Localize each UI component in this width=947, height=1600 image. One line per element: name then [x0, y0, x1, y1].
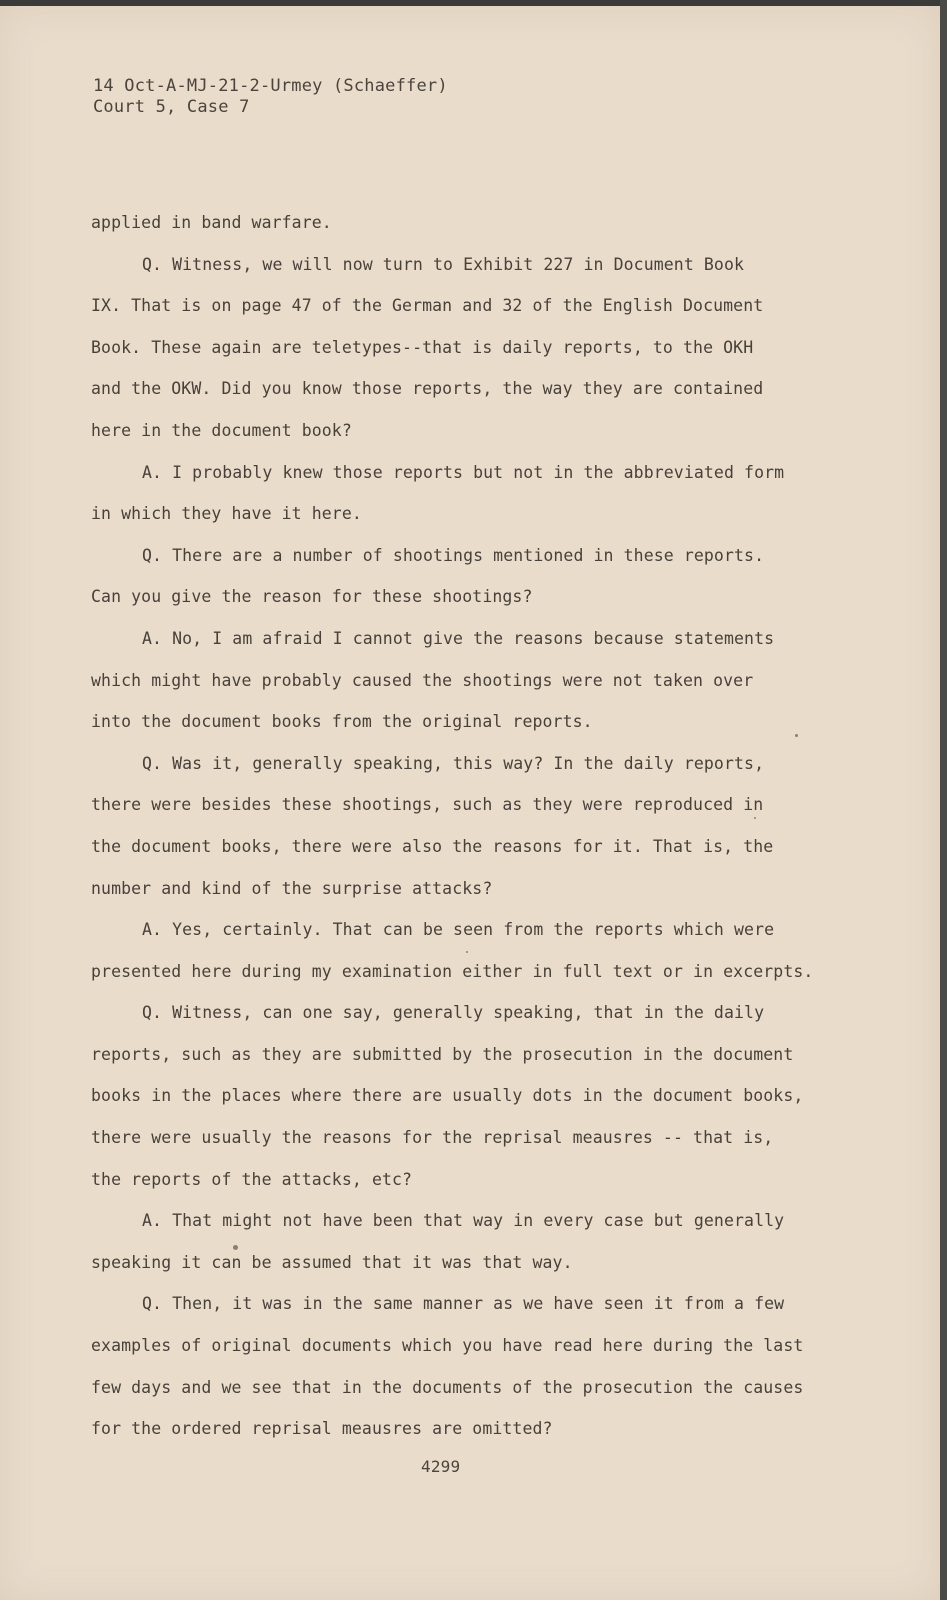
transcript-line: books in the places where there are usually dots in the document books, — [91, 1086, 804, 1106]
transcript-line: the reports of the attacks, etc? — [91, 1169, 413, 1189]
transcript-line: Q. Witness, we will now turn to Exhibit 227 in Document Book — [142, 254, 745, 274]
transcript-line: examples of original documents which you have read here during the last — [91, 1336, 804, 1356]
header-case-reference: 14 Oct-A-MJ-21-2-Urmey (Schaeffer) — [93, 76, 448, 96]
transcript-line: A. No, I am afraid I cannot give the reasons because statements — [142, 628, 775, 648]
transcript-line: Q. Was it, generally speaking, this way? In the daily reports, — [142, 753, 765, 773]
document-header — [93, 76, 448, 118]
transcript-line: here in the document book? — [91, 420, 352, 440]
transcript-line: number and kind of the surprise attacks? — [91, 878, 493, 898]
paper-speck — [754, 817, 756, 819]
transcript-line: few days and we see that in the documents of the prosecution the causes — [91, 1377, 804, 1397]
transcript-line: there were usually the reasons for the reprisal meausres -- that is, — [91, 1128, 774, 1148]
transcript-line: there were besides these shootings, such as they were reproduced in — [91, 795, 764, 815]
transcript-line: Can you give the reason for these shootings? — [91, 587, 533, 607]
paper-speck — [233, 1245, 238, 1250]
transcript-line: and the OKW. Did you know those reports, the way they are contained — [91, 379, 764, 399]
transcript-line: for the ordered reprisal meausres are omitted? — [91, 1419, 553, 1439]
transcript-line: applied in band warfare. — [91, 213, 332, 232]
transcript-line: speaking it can be assumed that it was that way. — [91, 1252, 573, 1272]
transcript-line: A. I probably knew those reports but not in the abbreviated form — [142, 462, 785, 482]
header-court-case: Court 5, Case 7 — [93, 97, 250, 117]
transcript-line: which might have probably caused the shootings were not taken over — [91, 670, 754, 690]
paper-speck — [466, 951, 468, 953]
transcript-line: Q. There are a number of shootings mentioned in these reports. — [142, 545, 765, 565]
transcript-line: A. That might not have been that way in every case but generally — [142, 1211, 785, 1231]
transcript-line: into the document books from the original reports. — [91, 712, 593, 732]
transcript-line: IX. That is on page 47 of the German and 32 of the English Document — [91, 296, 764, 316]
transcript-line: A. Yes, certainly. That can be seen from the reports which were — [142, 920, 775, 940]
scan-right-edge — [940, 0, 947, 1600]
transcript-body — [91, 202, 831, 1450]
transcript-line: Book. These again are teletypes--that is daily reports, to the OKH — [91, 337, 754, 357]
transcript-line: the document books, there were also the reasons for it. That is, the — [91, 836, 774, 856]
transcript-line: Q. Then, it was in the same manner as we have seen it from a few — [142, 1294, 785, 1314]
paper-speck — [795, 734, 798, 737]
transcript-line: presented here during my examination either in full text or in excerpts. — [91, 961, 814, 981]
transcript-line: reports, such as they are submitted by the prosecution in the document — [91, 1044, 794, 1064]
transcript-line: in which they have it here. — [91, 504, 362, 524]
page-number: 4299 — [421, 1457, 461, 1476]
transcript-line: Q. Witness, can one say, generally speaking, that in the daily — [142, 1003, 765, 1023]
